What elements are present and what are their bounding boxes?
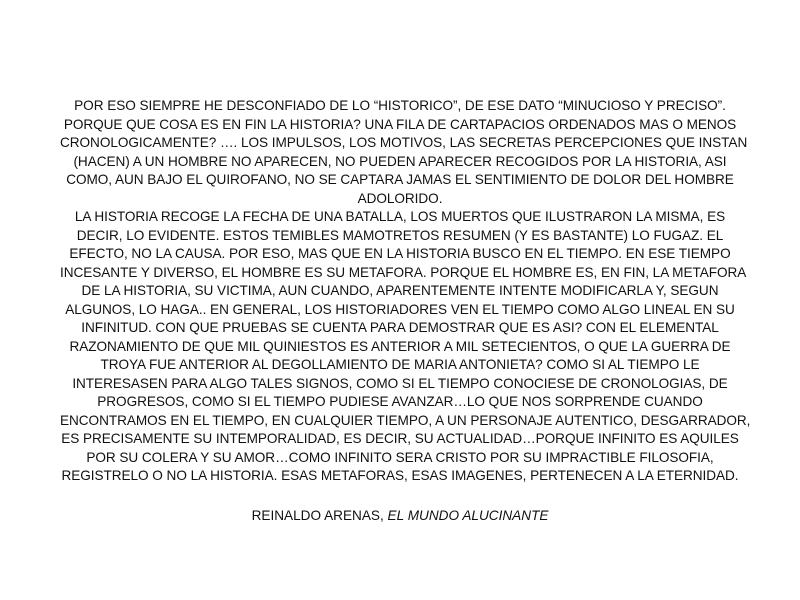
text-line: POR SU COLERA Y SU AMOR…COMO INFINITO SERA CRISTO POR SU IMPRACTIBLE FILOSOFIA, [86, 449, 714, 465]
text-line: RAZONAMIENTO DE QUE MIL QUINIESTOS ES ANTERIOR A MIL SETECIENTOS, O QUE LA GUERRA DE [69, 338, 731, 354]
text-line: INCESANTE Y DIVERSO, EL HOMBRE ES SU METAFORA. PORQUE EL HOMBRE ES, EN FIN, LA METAFORA [60, 264, 747, 280]
attribution [60, 507, 740, 526]
text-line: (HACEN) A UN HOMBRE NO APARECEN, NO PUEDEN APARECER RECOGIDOS POR LA HISTORIA, ASI [73, 153, 727, 169]
text-line: ADOLORIDO. [357, 190, 443, 206]
text-line: COMO, AUN BAJO EL QUIROFANO, NO SE CAPTARA JAMAS EL SENTIMIENTO DE DOLOR DEL HOMBRE [66, 172, 734, 187]
text-line: POR ESO SIEMPRE HE DESCONFIADO DE LO “HISTORICO”, DE ESE DATO “MINUCIOSO Y PRECISO”. [74, 98, 726, 113]
text-line: PORQUE QUE COSA ES EN FIN LA HISTORIA? UNA FILA DE CARTAPACIOS ORDENADOS MAS O MENOS [63, 116, 737, 132]
text-line: ALGUNOS, LO HAGA.. EN GENERAL, LOS HISTORIADORES VEN EL TIEMPO COMO ALGO LINEAL EN SU [65, 301, 735, 317]
text-line: INTERESASEN PARA ALGO TALES SIGNOS, COMO SI EL TIEMPO CONOCIESE DE CRONOLOGIAS, DE [72, 375, 728, 391]
text-line: ENCONTRAMOS EN EL TIEMPO, EN CUALQUIER TIEMPO, A UN PERSONAJE AUTENTICO, DESGARRADOR, [60, 412, 751, 428]
text-line: REGISTRELO O NO LA HISTORIA. ESAS METAFORAS, ESAS IMAGENES, PERTENECEN A LA ETERNIDAD. [61, 468, 739, 483]
paragraph-1 [60, 97, 748, 208]
book-title: EL MUNDO ALUCINANTE [387, 508, 549, 523]
text-line: ES PRECISAMENTE SU INTEMPORALIDAD, ES DECIR, SU ACTUALIDAD…PORQUE INFINITO ES AQUILES [61, 431, 739, 446]
author-name: REINALDO ARENAS, [251, 508, 384, 523]
text-line: EFECTO, NO LA CAUSA. POR ESO, MAS QUE EN LA HISTORIA BUSCO EN EL TIEMPO. EN ESE TIEMPO [69, 246, 731, 261]
text-line: PROGRESOS, COMO SI EL TIEMPO PUDIESE AVANZAR…LO QUE NOS SORPRENDE CUANDO [97, 394, 703, 409]
text-line: INFINITUD. CON QUE PRUEBAS SE CUENTA PARA DEMOSTRAR QUE ES ASI? CON EL ELEMENTAL [81, 320, 719, 335]
text-line: CRONOLOGICAMENTE? …. LOS IMPULSOS, LOS MOTIVOS, LAS SECRETAS PERCEPCIONES QUE INSTAN [60, 135, 748, 150]
text-line: DE LA HISTORIA, SU VICTIMA, AUN CUANDO, APARENTEMENTE INTENTE MODIFICARLA Y, SEGUN [81, 283, 719, 298]
text-line: DECIR, LO EVIDENTE. ESTOS TEMIBLES MAMOTRETOS RESUMEN (Y ES BASTANTE) LO FUGAZ. EL [76, 227, 724, 243]
text-line: TROYA FUE ANTERIOR AL DEGOLLAMIENTO DE MARIA ANTONIETA? COMO SI AL TIEMPO LE [100, 357, 700, 372]
quote-text [60, 97, 751, 486]
text-line: LA HISTORIA RECOGE LA FECHA DE UNA BATALLA, LOS MUERTOS QUE ILUSTRARON LA MISMA, ES [74, 209, 726, 224]
paragraph-2 [60, 208, 751, 486]
